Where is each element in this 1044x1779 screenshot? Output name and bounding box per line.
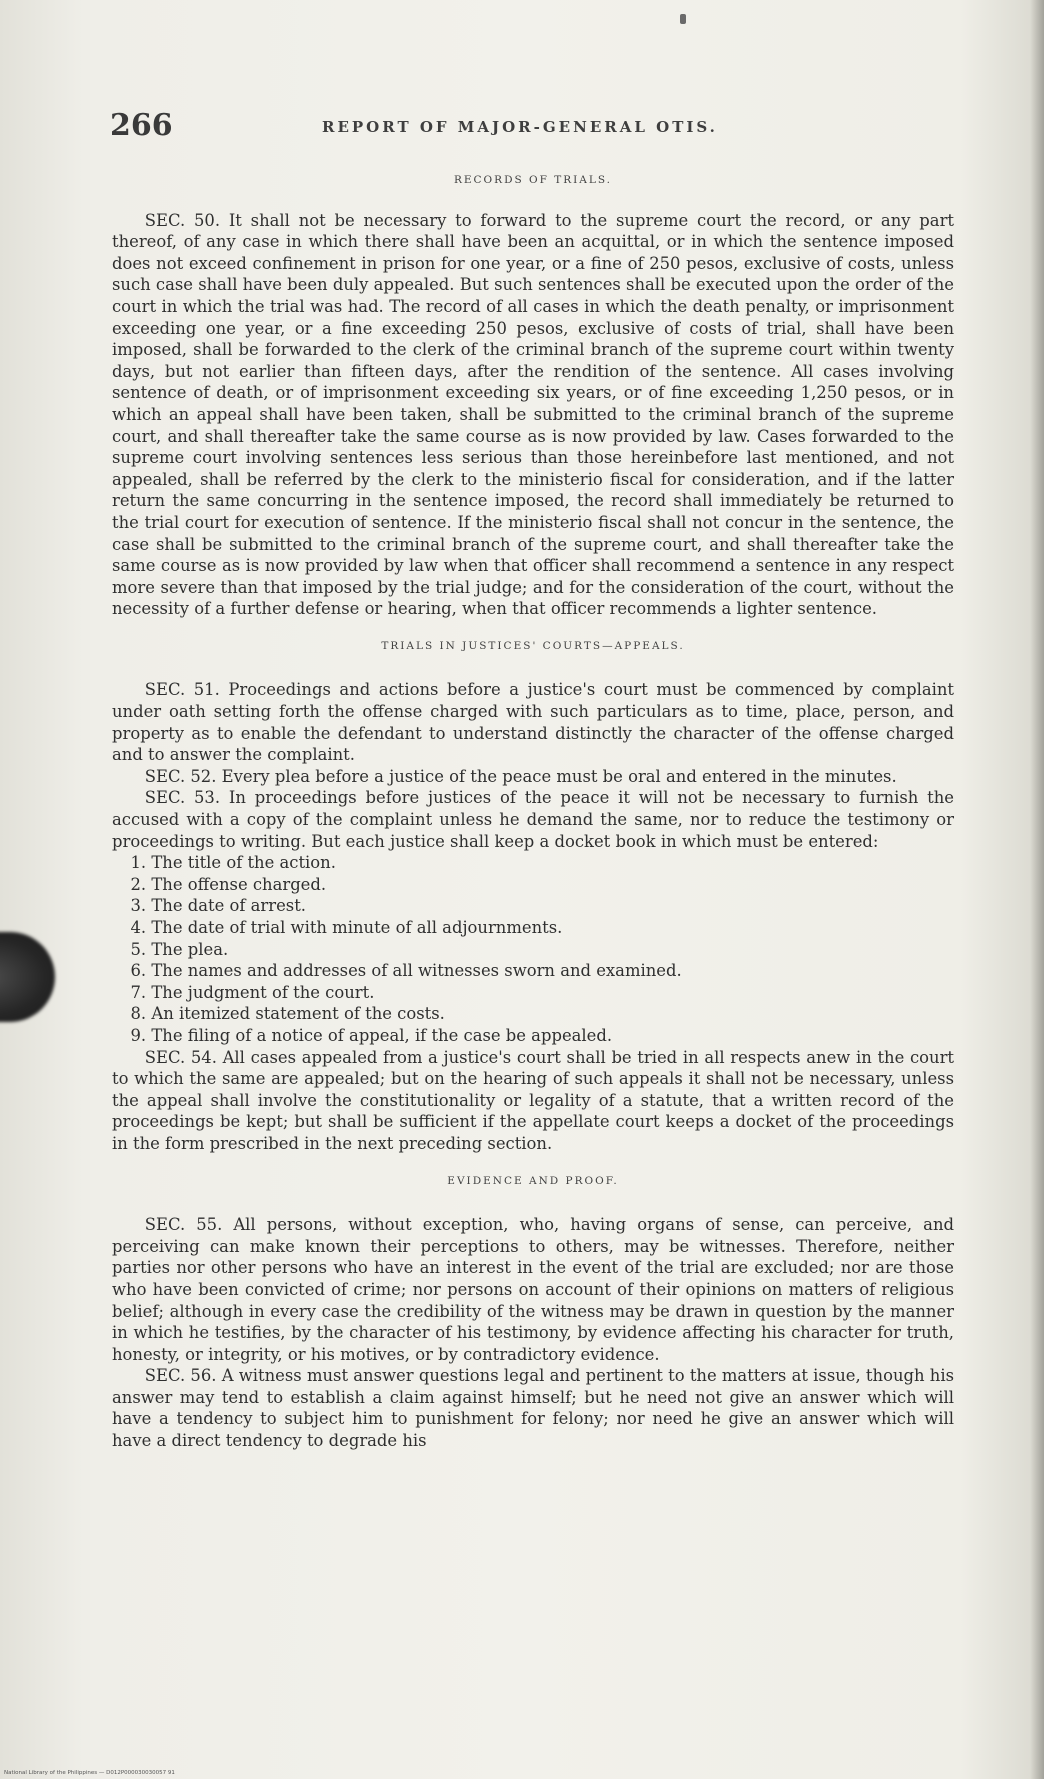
page-header	[110, 108, 960, 148]
list-item: 6. The names and addresses of all witnesses sworn and examined.	[151, 960, 954, 982]
section-heading-evidence: EVIDENCE AND PROOF.	[447, 1174, 619, 1187]
docket-list	[112, 852, 954, 1046]
sec-53: SEC. 53. In proceedings before justices of the peace it will not be necessary to furnish the accused with a copy of the complaint unless he demand the same, nor to reduce the testimony or proceedings to writing. But each justice shall keep a docket book in which must be entered:	[112, 788, 954, 851]
list-item: 5. The plea.	[151, 939, 954, 961]
list-item: 1. The title of the action.	[151, 852, 954, 874]
section-heading-trials: TRIALS IN JUSTICES' COURTS—APPEALS.	[381, 639, 685, 652]
list-item: 4. The date of trial with minute of all adjournments.	[151, 917, 954, 939]
list-item: 9. The filing of a notice of appeal, if the case be appealed.	[151, 1025, 954, 1047]
sec-56: SEC. 56. A witness must answer questions legal and pertinent to the matters at issue, though his answer may tend to establish a claim against himself; but he need not give an answer which will have a tendency to subject him to punishment for felony; nor need he give an answer which will have a direct tendency to degrade his	[112, 1366, 954, 1451]
ink-mark	[680, 14, 686, 24]
section-heading-records: RECORDS OF TRIALS.	[453, 174, 613, 186]
running-head: REPORT OF MAJOR-GENERAL OTIS.	[322, 118, 718, 136]
list-item: 2. The offense charged.	[151, 874, 954, 896]
page-number: 266	[110, 108, 173, 143]
list-item: 8. An itemized statement of the costs.	[151, 1003, 954, 1025]
sec-54: SEC. 54. All cases appealed from a justice's court shall be tried in all respects anew in the court to which the same are appealed; but on the hearing of such appeals it shall not be necessary, unless the appeal shall involve the constitutionality or legality of a statute, that a written record of the proceedings be kept; but shall be sufficient if the appellate court keeps a docket of the proceedings in the form prescribed in the next preceding section.	[112, 1047, 954, 1153]
sec-50: SEC. 50. It shall not be necessary to forward to the supreme court the record, or any part thereof, of any case in which there shall have been an acquittal, or in which the sentence imposed does not exceed confinement in prison for one year, or a fine of 250 pesos, exclusive of costs, unless such case shall have been duly appealed. But such sentences shall be executed upon the order of the court in which the trial was had. The record of all cases in which the death penalty, or imprisonment exceeding one year, or a fine exceeding 250 pesos, exclusive of costs of trial, shall have been imposed, shall be forwarded to the clerk of the criminal branch of the supreme court within twenty days, but not earlier than fifteen days, after the rendition of the sentence. All cases involving sentence of death, or of imprisonment exceeding six years, or of fine exceeding 1,250 pesos, or in which an appeal shall have been taken, shall be submitted to the criminal branch of the supreme court, and shall thereafter take the same course as is now provided by law. Cases forwarded to the supreme court involving sentences less serious than those hereinbefore last mentioned, and not appealed, shall be referred by the clerk to the ministerio fiscal for consideration, and if the latter return the same concurring in the sentence imposed, the record shall immediately be returned to the trial court for execution of sentence. If the ministerio fiscal shall not concur in the sentence, the case shall be submitted to the criminal branch of the supreme court, and shall thereafter take the same course as is now provided by law when that officer shall recommend a sentence in any respect more severe than that imposed by the trial judge; and for the consideration of the court, without the necessity of a further defense or hearing, when that officer recommends a lighter sentence.	[112, 210, 954, 619]
library-watermark: National Library of the Philippines — D012P000030030057 91	[4, 1770, 175, 1776]
sec-55: SEC. 55. All persons, without exception, who, having organs of sense, can perceive, and perceiving can make known their perceptions to others, may be witnesses. Therefore, neither parties nor other persons who have an interest in the event of the trial are excluded; nor are those who have been convicted of crime; nor persons on account of their opinions on matters of religious belief; although in every case the credibility of the witness may be drawn in question by the manner in which he testifies, by the character of his testimony, by evidence affecting his character for truth, honesty, or integrity, or his motives, or by contradictory evidence.	[112, 1215, 954, 1364]
page-edge-shadow	[1030, 0, 1044, 1779]
list-item: 3. The date of arrest.	[151, 895, 954, 917]
sec-52: SEC. 52. Every plea before a justice of the peace must be oral and entered in the minutes.	[144, 766, 897, 786]
list-item: 7. The judgment of the court.	[151, 982, 954, 1004]
scanner-thumb	[0, 932, 55, 1022]
sec-51: SEC. 51. Proceedings and actions before a justice's court must be commenced by complaint under oath setting forth the offense charged with such particulars as to time, place, person, and property as to enable the defendant to understand distinctly the character of the offense charged and to answer the complaint.	[112, 680, 954, 765]
body-text	[112, 170, 954, 1452]
